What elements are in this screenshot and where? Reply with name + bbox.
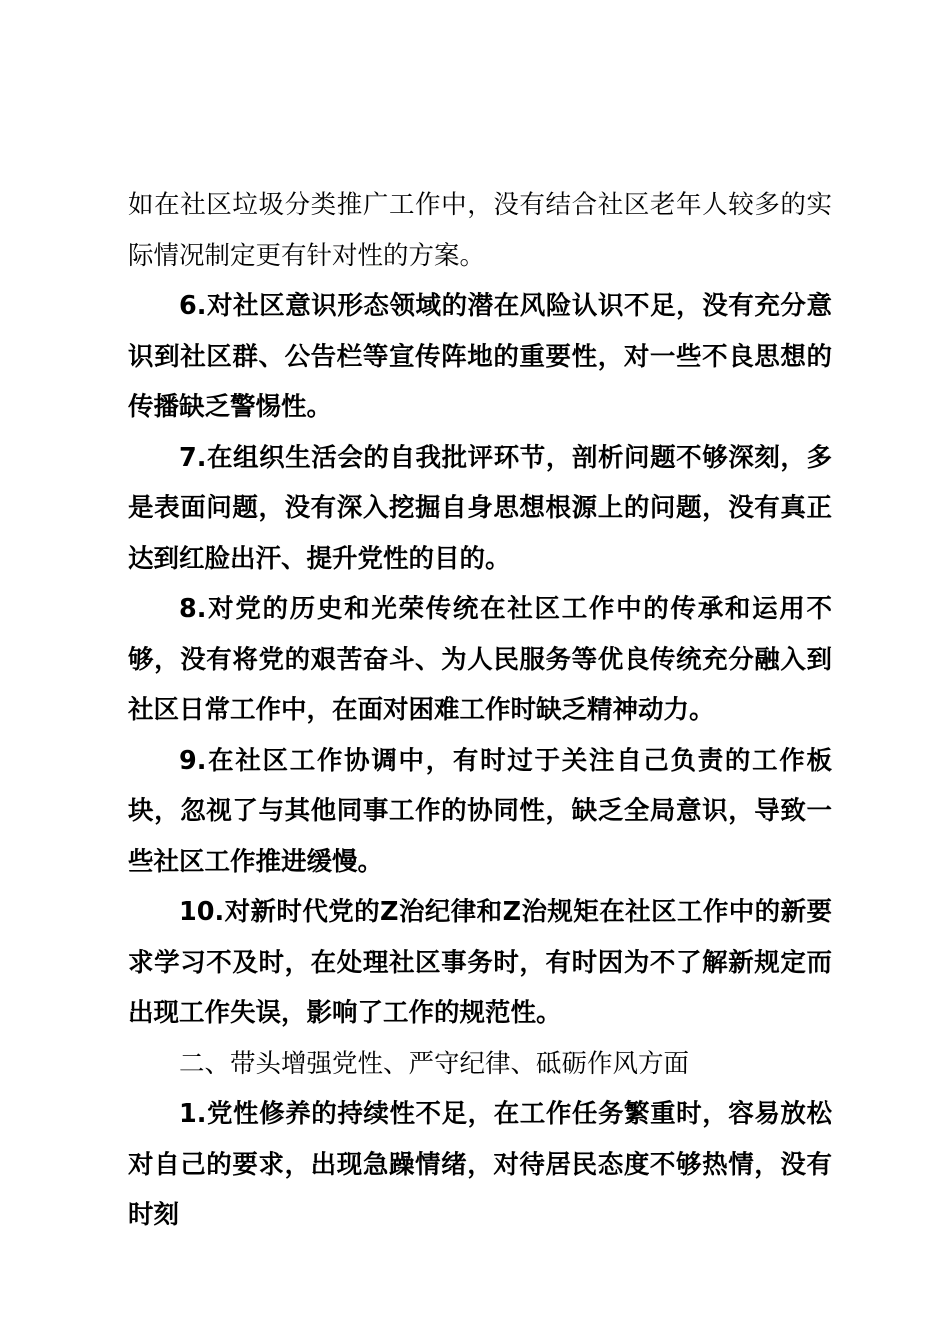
paragraph-item-9: 9.在社区工作协调中，有时过于关注自己负责的工作板块，忽视了与其他同事工作的协同性，缺乏全局意识，导致一些社区工作推进缓慢。 bbox=[128, 745, 832, 877]
paragraph-item-8: 8.对党的历史和光荣传统在社区工作中的传承和运用不够，没有将党的艰苦奋斗、为人民服务等优良传统充分融入到社区日常工作中，在面对困难工作时缺乏精神动力。 bbox=[128, 594, 832, 725]
paragraph-item-7: 7.在组织生活会的自我批评环节，剖析问题不够深刻，多是表面问题，没有深入挖掘自身思想根源上的问题，没有真正达到红脸出汗、提升党性的目的。 bbox=[128, 442, 832, 574]
paragraph-section2-item-1: 1.党性修养的持续性不足，在工作任务繁重时，容易放松对自己的要求，出现急躁情绪，对待居民态度不够热情，没有时刻 bbox=[128, 1099, 832, 1230]
paragraph-item-6: 6.对社区意识形态领域的潜在风险认识不足，没有充分意识到社区群、公告栏等宣传阵地的重要性，对一些不良思想的传播缺乏警惕性。 bbox=[128, 291, 832, 422]
document-body bbox=[128, 180, 832, 1241]
section-heading-2: 二、带头增强党性、严守纪律、砥砺作风方面 bbox=[179, 1048, 690, 1079]
paragraph-item-10: 10.对新时代党的Z治纪律和Z治规矩在社区工作中的新要求学习不及时，在处理社区事务时，有时因为不了解新规定而出现工作失误，影响了工作的规范性。 bbox=[128, 897, 832, 1028]
paragraph-continuation: 如在社区垃圾分类推广工作中，没有结合社区老年人较多的实际情况制定更有针对性的方案。 bbox=[128, 190, 832, 271]
